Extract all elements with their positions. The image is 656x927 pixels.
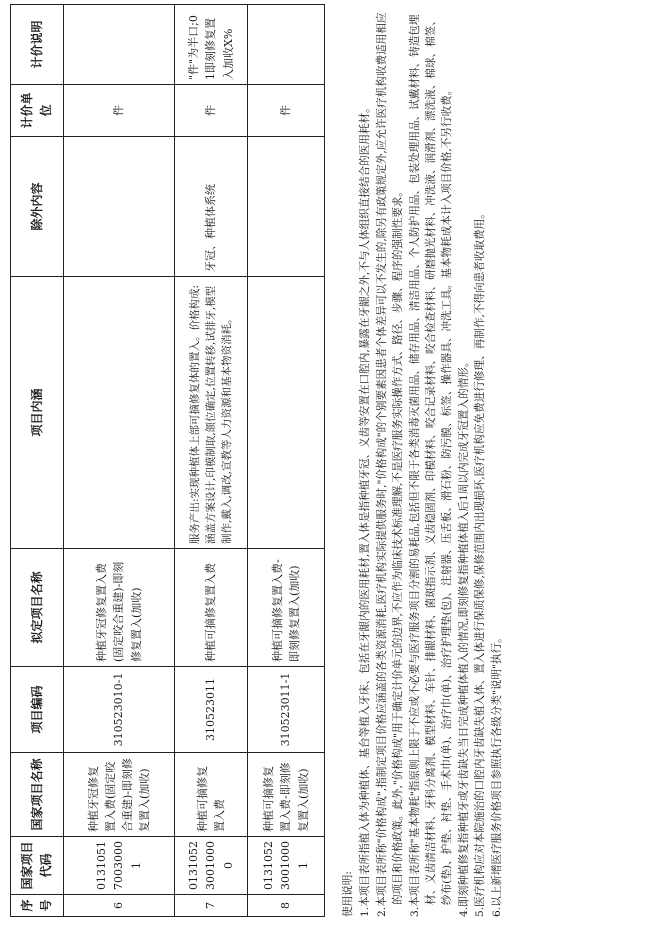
note-item: 2.本项目表所称"价格构成",指制定项目价格应涵盖的各类资源消耗,医疗机构实际提供服务时,"价格构成"的个别要素因患者个体差异可以不发生的,除另有政策规定外,应允许医疗机构收费适用相应的项目和价格政策。此外,"价格构成"用于确定计价单元的边界,不应作为临床技术标准理解,不是医疗服务实际操作方式、路径、步骤、程序的强制性要求。 <box>375 12 405 917</box>
cell-national-code: 013105170030001 <box>64 837 175 895</box>
cell-no: 7 <box>175 895 248 917</box>
table-header-row <box>11 5 64 917</box>
header-item-code: 项目编码 <box>11 667 64 753</box>
header-unit: 计价单位 <box>11 85 64 137</box>
cell-exclusion <box>248 137 325 277</box>
cell-item-code: 310523010-1 <box>64 667 175 753</box>
header-national-name: 国家项目名称 <box>11 753 64 837</box>
cell-no: 6 <box>64 895 175 917</box>
cell-unit: 件 <box>175 85 248 137</box>
cell-proposed-name: 种植牙冠修复置入费(固定咬合重建)-即刻修复置入(加收) <box>64 549 175 667</box>
cell-national-code: 013105230010000 <box>175 837 248 895</box>
table-row <box>248 5 325 917</box>
cell-exclusion: 牙冠、种植体系统 <box>175 137 248 277</box>
cell-note <box>64 5 175 85</box>
cell-content <box>64 277 175 549</box>
cell-item-code: 310523011 <box>175 667 248 753</box>
header-proposed-name: 拟定项目名称 <box>11 549 64 667</box>
note-item: 6.以上新增医疗服务价格项目参照执行各级分类"说明"执行。 <box>490 632 503 917</box>
notes-title: 使用说明: <box>342 871 354 917</box>
cell-note: "件"为半口;01即刻修复置入加收X% <box>175 5 248 85</box>
header-note: 计价说明 <box>11 5 64 85</box>
cell-content <box>248 277 325 549</box>
cell-national-name: 种植可摘修复置入费-即刻修复置入(加收) <box>248 753 325 837</box>
table-row <box>64 5 175 917</box>
usage-notes <box>340 12 505 917</box>
note-item: 3.本项目表所称"基本物耗"指原则上限于不应或不必要与医疗服务项目分割的易耗品,包括但不限于各类消毒灭菌用品、储存用品、清洁用品、个人防护用品、包装处理用品、试戴材料、铸造包埋材、义齿清洁材料、牙科分离剂、模型材料、车针、排龈材料、菌斑指示剂、义齿稳固剂、印模材料、咬合记录材料、咬合检查材料、研磨抛光材料、冲洗液、润滑剂、漂洗液、棉球、棉签、纱布(垫)、护垫、衬垫、手术巾(单)、治疗巾(单)、治疗护理垫(包)、注射器、压舌板、滑石粉、防污膜、标签、操作器具、冲洗工具。基本物耗成本计入项目价格,不另行收费。 <box>408 14 454 917</box>
cell-national-name: 种植牙冠修复置入费(固定咬合重建)-即刻修复置入(加收) <box>64 753 175 837</box>
table-row <box>175 5 248 917</box>
cell-unit: 件 <box>64 85 175 137</box>
note-item: 4.即刻种植修复指种植牙或牙齿缺失当日完成种植体植入的情况,即刻修复指种植体植入后1周以内完成牙冠置入的情形。 <box>457 356 470 917</box>
cell-no: 8 <box>248 895 325 917</box>
header-national-code: 国家项目代码 <box>11 837 64 895</box>
cell-proposed-name: 种植可摘修复置入费 <box>175 549 248 667</box>
cell-unit: 件 <box>248 85 325 137</box>
cell-proposed-name: 种植可摘修复置入费-即刻修复置入(加收) <box>248 549 325 667</box>
header-content: 项目内涵 <box>11 277 64 549</box>
header-exclusion: 除外内容 <box>11 137 64 277</box>
cell-item-code: 310523011-1 <box>248 667 325 753</box>
cell-note <box>248 5 325 85</box>
cell-national-name: 种植可摘修复置入费 <box>175 753 248 837</box>
cell-content: 服务产出:实现种植体上部可摘修复体的置入。价格构成:涵盖方案设计,印模制取,颌位确定,位置转移,试排牙,模型制作,戴入,调改,宣教等人力资源和基本物资消耗。 <box>175 277 248 549</box>
header-no: 序号 <box>11 895 64 917</box>
note-item: 5.医疗机构应对本院施治的口腔内牙齿缺失植入体、置入体进行保质保修,保修范围内出现损坏,医疗机构应免费进行修理、再制作,不得向患者收取费用。 <box>474 208 487 917</box>
price-table <box>10 4 325 917</box>
cell-exclusion <box>64 137 175 277</box>
note-item: 1.本项目表所指植入体为种植体、基台等植入牙床、包括在牙龈内的医用耗材,置入体是指种植牙冠、义齿等安置在口腔内,暴露在牙龈之外,不与人体组织直接结合的医用耗材。 <box>359 102 372 917</box>
cell-national-code: 013105230010001 <box>248 837 325 895</box>
